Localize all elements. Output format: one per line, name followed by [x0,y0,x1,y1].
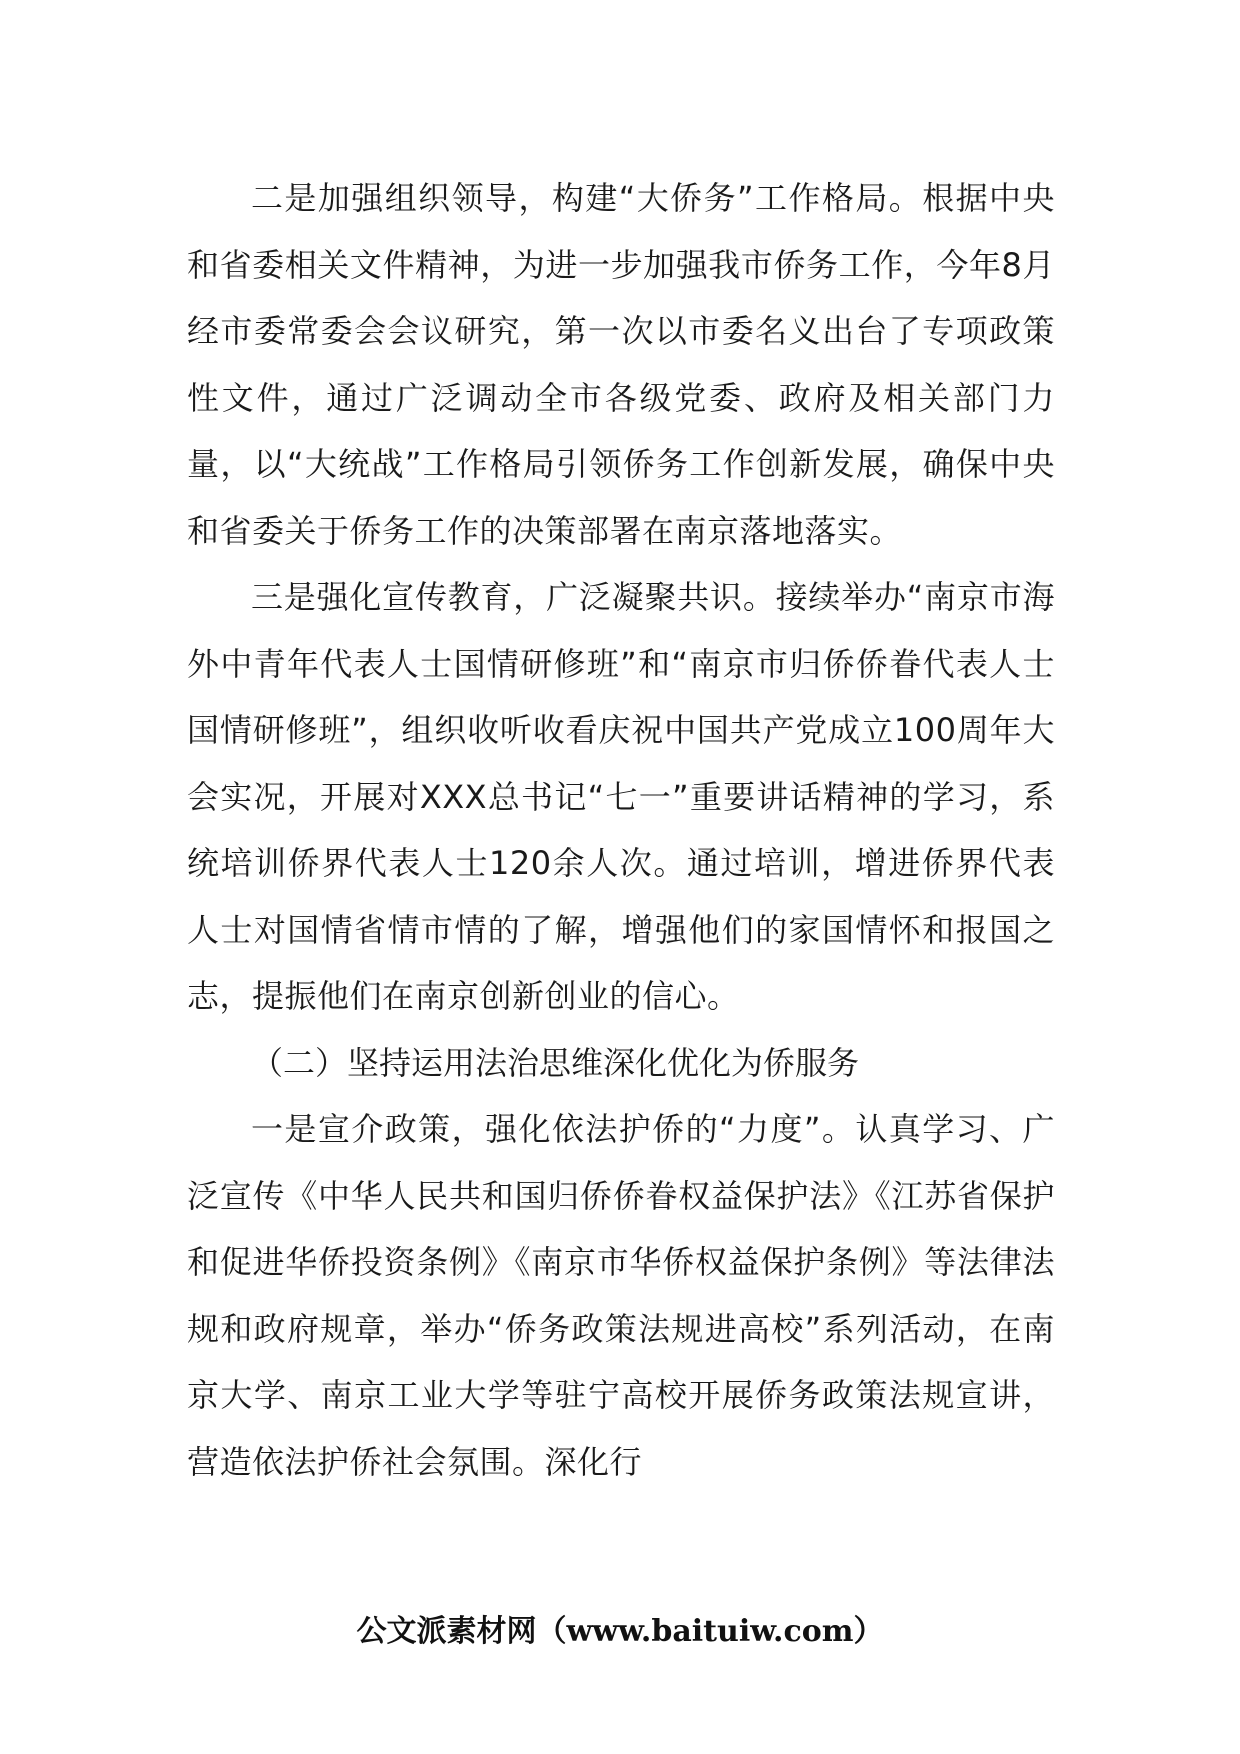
footer-source-watermark: 公文派素材网（www.baituiw.com） [356,1614,884,1649]
paragraph-policy-promotion: 一是宣介政策，强化依法护侨的“力度”。认真学习、广泛宣传《中华人民共和国归侨侨眷权益保护法》《江苏省保护和促进华侨投资条例》《南京市华侨权益保护条例》等法律法规和政府规章，举办“侨务政策法规进高校”系列活动，在南京大学、南京工业大学等驻宁高校开展侨务政策法规宣讲，营造依法护侨社会氛围。深化行 [187,1110,1055,1481]
paragraph-organization-leadership: 二是加强组织领导，构建“大侨务”工作格局。根据中央和省委相关文件精神，为进一步加强我市侨务工作，今年8月经市委常委会会议研究，第一次以市委名义出台了专项政策性文件，通过广泛调动全市各级党委、政府及相关部门力量，以“大统战”工作格局引领侨务工作创新发展，确保中央和省委关于侨务工作的决策部署在南京落地落实。 [187,179,1055,550]
document-body [187,165,1055,1495]
paragraph-publicity-education: 三是强化宣传教育，广泛凝聚共识。接续举办“南京市海外中青年代表人士国情研修班”和“南京市归侨侨眷代表人士国情研修班”，组织收听收看庆祝中国共产党成立100周年大会实况，开展对XXX总书记“七一”重要讲话精神的学习，系统培训侨界代表人士120余人次。通过培训，增进侨界代表人士对国情省情市情的了解，增强他们的家国情怀和报国之志，提振他们在南京创新创业的信心。 [187,578,1055,1015]
section-heading-rule-of-law: （二）坚持运用法治思维深化优化为侨服务 [251,1043,860,1082]
